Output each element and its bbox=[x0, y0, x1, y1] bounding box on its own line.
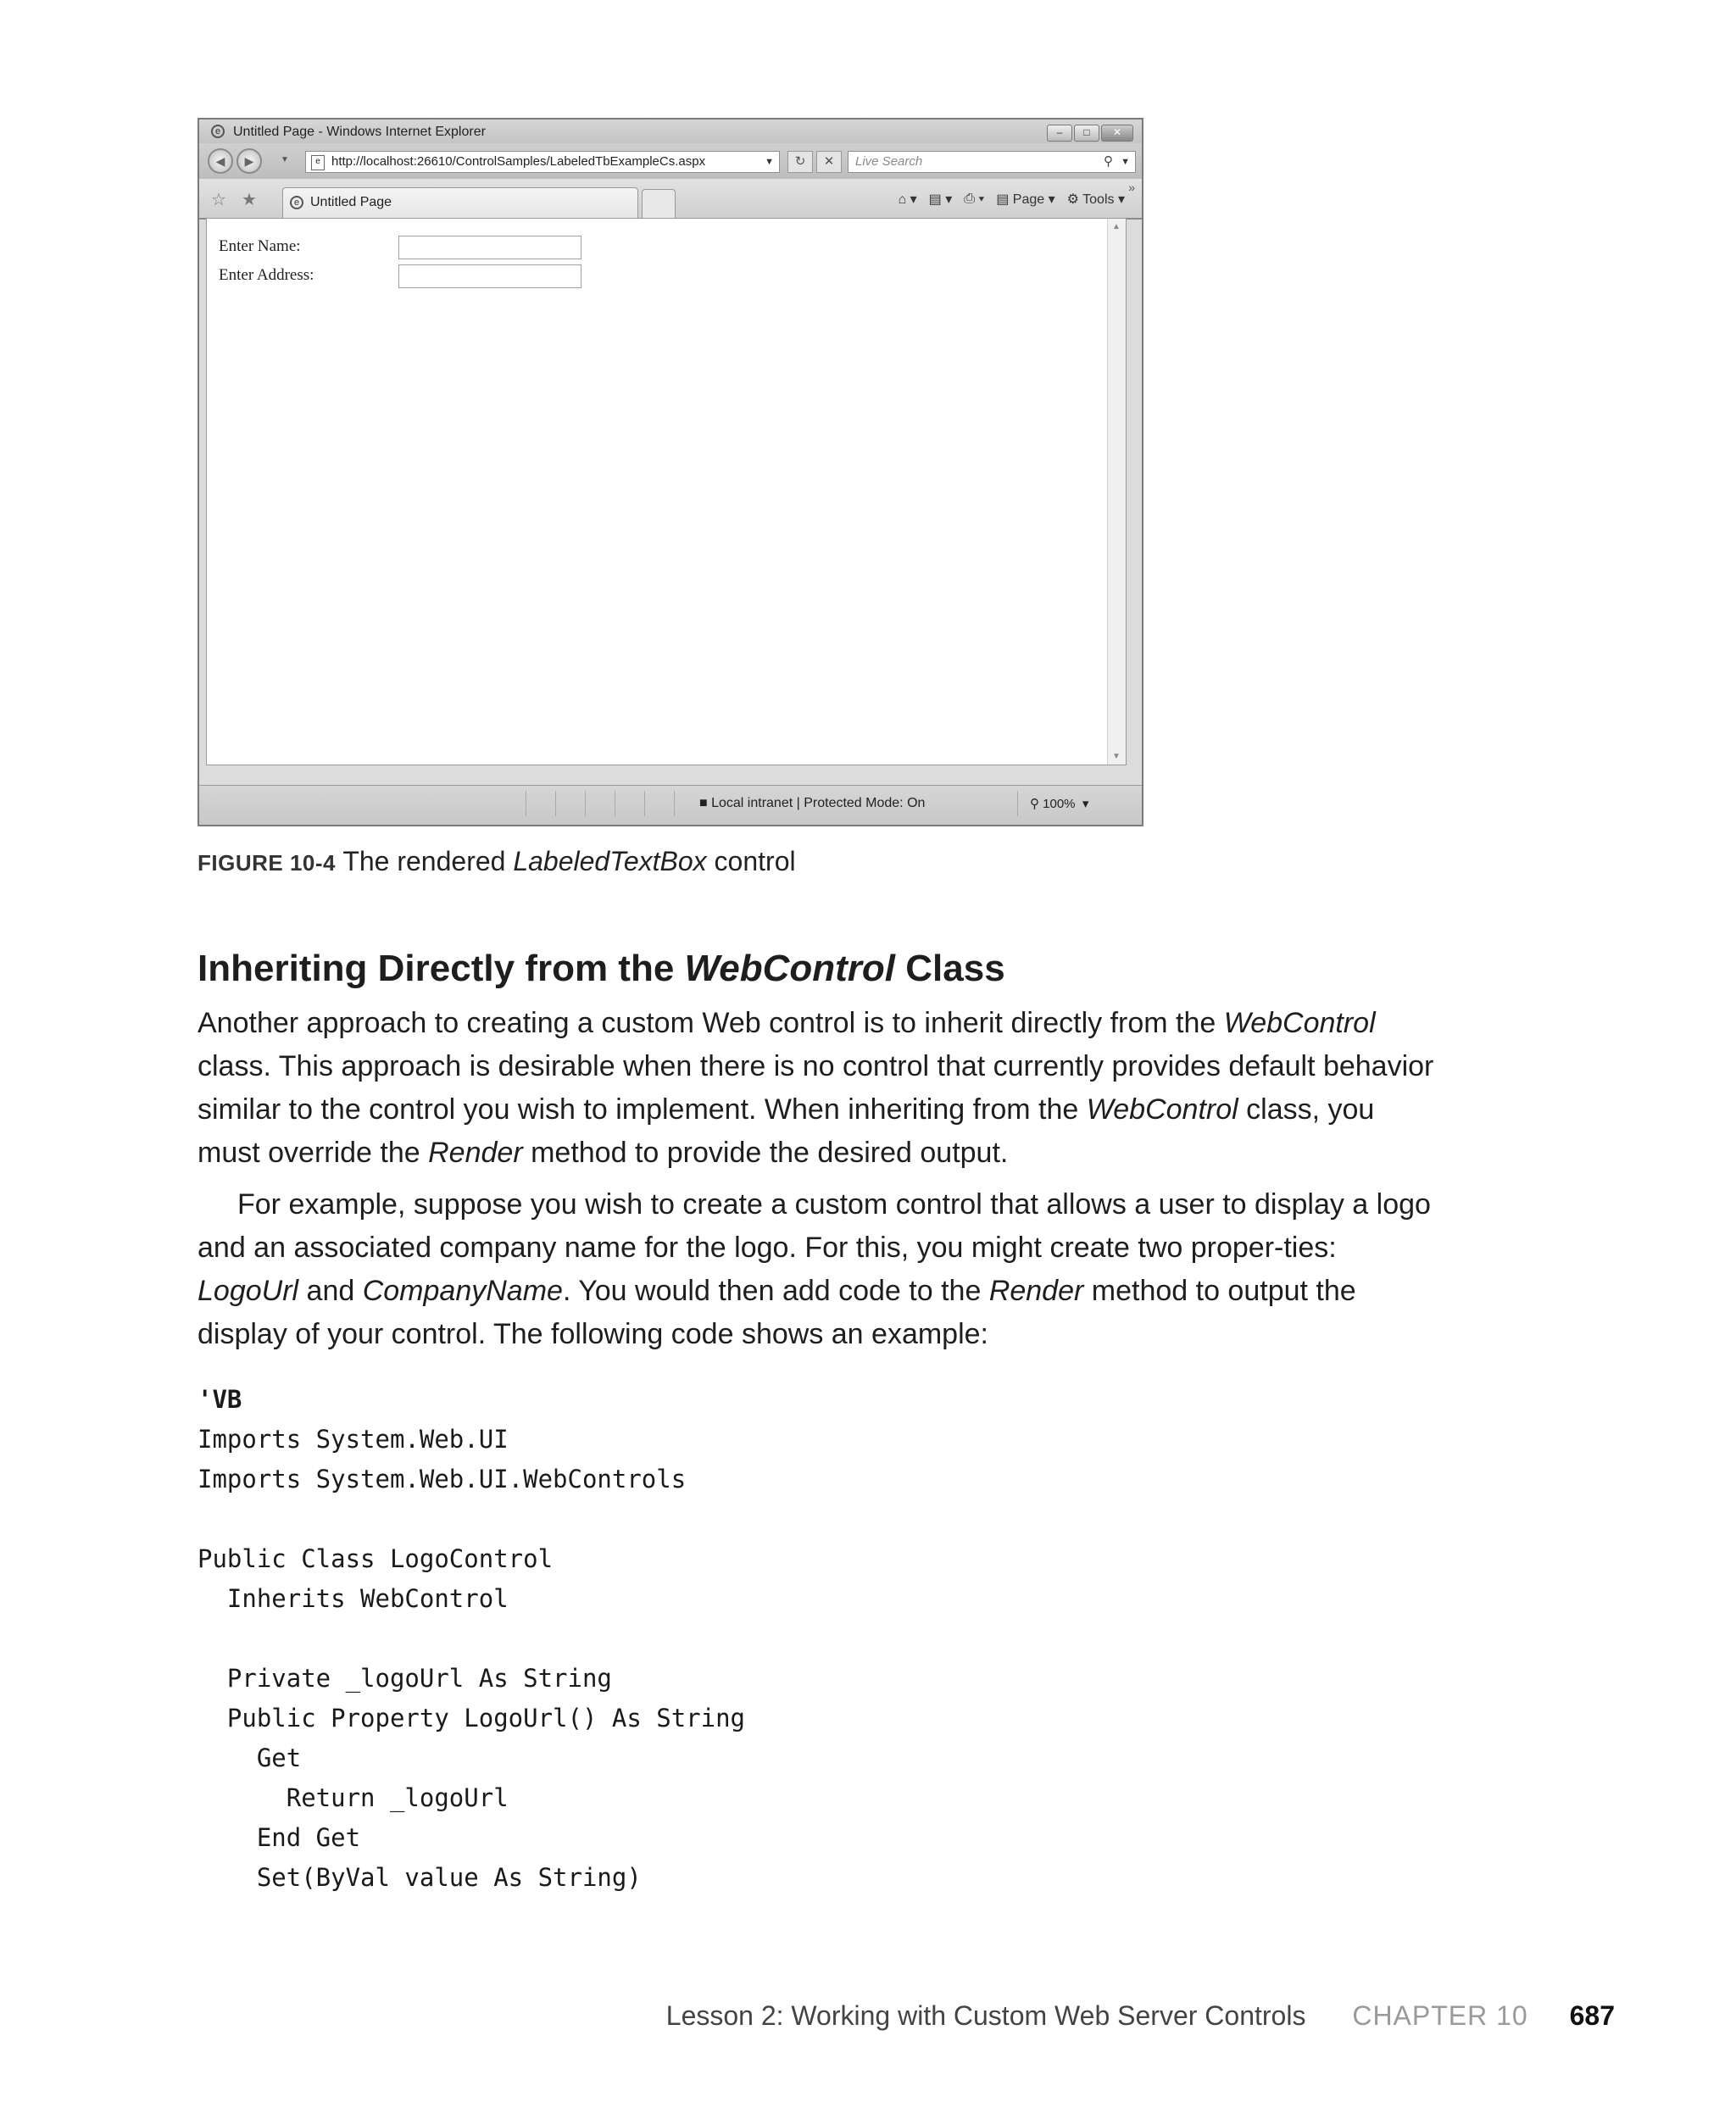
ie-logo-icon: e bbox=[211, 125, 225, 138]
favorites-star-icon[interactable]: ☆ bbox=[211, 191, 226, 209]
code-line: Public Property LogoUrl() As String bbox=[198, 1704, 746, 1732]
paragraph-text: method to provide the desired output. bbox=[531, 1137, 1009, 1169]
heading-emphasis: WebControl bbox=[684, 948, 896, 989]
security-zone-text: Local intranet | Protected Mode: On bbox=[711, 796, 926, 810]
address-url: http://localhost:26610/ControlSamples/LabeledTbExampleCs.aspx bbox=[331, 154, 706, 169]
zoom-control[interactable]: ⚲ 100% ▾ bbox=[1030, 797, 1089, 811]
code-line: Get bbox=[198, 1744, 302, 1772]
tab-untitled-page[interactable] bbox=[282, 187, 638, 218]
paragraph-text: class. This approach is desirable when there is no control that currently provides default behavior similar to the control you wish to implement. When inheriting from the bbox=[198, 1050, 1434, 1126]
code-line: Inherits WebControl bbox=[198, 1584, 509, 1613]
new-tab-button[interactable] bbox=[642, 189, 676, 218]
title-bar bbox=[199, 120, 1142, 143]
paragraph-text: class, you must override the bbox=[198, 1093, 1375, 1169]
home-icon[interactable]: ⌂ ▾ bbox=[898, 192, 917, 207]
paragraph-emphasis: CompanyName bbox=[362, 1275, 563, 1307]
zoom-level: 100% bbox=[1043, 797, 1076, 811]
paragraph-text: method to output the display of your control. The following code shows an example: bbox=[198, 1275, 1356, 1350]
search-input[interactable] bbox=[848, 151, 1136, 173]
code-listing bbox=[198, 1380, 745, 1898]
forward-button[interactable]: ▶ bbox=[236, 148, 262, 174]
code-line: Imports System.Web.UI.WebControls bbox=[198, 1465, 687, 1493]
status-divider bbox=[674, 791, 675, 816]
code-language-marker: 'VB bbox=[198, 1385, 242, 1414]
footer-chapter: CHAPTER 10 bbox=[1352, 2000, 1528, 2031]
address-textbox[interactable] bbox=[398, 264, 581, 288]
close-icon[interactable]: ✕ bbox=[1101, 125, 1133, 142]
caption-text: The rendered bbox=[342, 846, 506, 876]
status-divider bbox=[644, 791, 645, 816]
figure-label: FIGURE 10-4 bbox=[198, 850, 336, 876]
paragraph-emphasis: WebControl bbox=[1086, 1093, 1238, 1126]
scroll-up-icon[interactable]: ▲ bbox=[1112, 222, 1121, 231]
paragraph-1 bbox=[198, 1002, 1435, 1175]
back-button[interactable]: ◀ bbox=[208, 148, 233, 174]
caption-emphasis: LabeledTextBox bbox=[513, 846, 707, 876]
code-line: End Get bbox=[198, 1823, 361, 1852]
caption-text-end: control bbox=[714, 846, 796, 876]
feeds-icon[interactable]: ▤ ▾ bbox=[928, 192, 953, 207]
paragraph-text: . You would then add code to the bbox=[562, 1275, 982, 1307]
page-menu[interactable]: ▤ Page ▾ bbox=[996, 192, 1055, 207]
paragraph-emphasis: Render bbox=[988, 1275, 1084, 1307]
code-line: Public Class LogoControl bbox=[198, 1544, 554, 1573]
address-dropdown-icon[interactable]: ▼ bbox=[765, 157, 774, 167]
browser-window-screenshot bbox=[198, 118, 1143, 826]
address-label: Enter Address: bbox=[219, 266, 314, 284]
recent-pages-dropdown-icon[interactable]: ▼ bbox=[281, 155, 289, 164]
tab-ie-icon: e bbox=[290, 196, 303, 209]
command-bar bbox=[899, 191, 1125, 208]
print-icon[interactable]: ⎙ ▾ bbox=[964, 192, 985, 206]
name-textbox[interactable] bbox=[398, 236, 581, 259]
paragraph-emphasis: Render bbox=[428, 1137, 523, 1169]
paragraph-text: and bbox=[306, 1275, 355, 1307]
code-line: Imports System.Web.UI bbox=[198, 1425, 509, 1454]
name-label: Enter Name: bbox=[219, 237, 301, 255]
status-divider bbox=[555, 791, 556, 816]
heading-text: Inheriting Directly from the bbox=[198, 948, 675, 989]
add-favorites-icon[interactable]: ★ bbox=[242, 191, 257, 209]
vertical-scrollbar[interactable] bbox=[1107, 219, 1126, 765]
page-menu-label: Page bbox=[1012, 192, 1045, 207]
search-dropdown-icon[interactable]: ▼ bbox=[1121, 157, 1130, 167]
figure-caption bbox=[198, 846, 796, 877]
paragraph-2 bbox=[198, 1183, 1435, 1356]
search-icon[interactable]: ⚲ bbox=[1104, 154, 1113, 169]
paragraph-text: Another approach to creating a custom Web control is to inherit directly from the bbox=[198, 1007, 1216, 1039]
tools-menu-label: Tools bbox=[1082, 192, 1115, 207]
code-line: Set(ByVal value As String) bbox=[198, 1863, 642, 1892]
tools-menu[interactable]: ⚙ Tools ▾ bbox=[1066, 192, 1125, 207]
tab-title: Untitled Page bbox=[310, 195, 392, 209]
stop-icon[interactable]: ✕ bbox=[816, 151, 842, 173]
heading-text-end: Class bbox=[905, 948, 1005, 989]
address-bar[interactable] bbox=[305, 151, 780, 173]
paragraph-emphasis: LogoUrl bbox=[198, 1275, 299, 1307]
refresh-icon[interactable]: ↻ bbox=[787, 151, 813, 173]
scroll-down-icon[interactable]: ▼ bbox=[1112, 752, 1121, 761]
security-zone[interactable]: ■ Local intranet | Protected Mode: On bbox=[699, 796, 926, 810]
page-icon: e bbox=[311, 155, 325, 170]
more-chevron-icon[interactable]: » bbox=[1128, 181, 1135, 194]
page-footer bbox=[666, 2000, 1615, 2032]
minimize-icon[interactable]: – bbox=[1047, 125, 1072, 142]
page-content bbox=[206, 218, 1127, 765]
window-controls bbox=[1047, 125, 1133, 142]
section-heading bbox=[198, 948, 1005, 990]
maximize-icon[interactable]: □ bbox=[1074, 125, 1099, 142]
window-title: Untitled Page - Windows Internet Explorer bbox=[233, 125, 486, 139]
code-line: Return _logoUrl bbox=[198, 1783, 509, 1812]
code-line: Private _logoUrl As String bbox=[198, 1664, 612, 1693]
page-number: 687 bbox=[1569, 2000, 1615, 2031]
status-divider bbox=[1017, 791, 1018, 816]
paragraph-text: For example, suppose you wish to create a custom control that allows a user to display a logo and an associated company name for the logo. For this, you might create two proper-ties: bbox=[198, 1188, 1431, 1264]
footer-lesson: Lesson 2: Working with Custom Web Server Controls bbox=[665, 2000, 1306, 2031]
search-placeholder: Live Search bbox=[855, 154, 923, 169]
address-row bbox=[199, 143, 1142, 179]
paragraph-emphasis: WebControl bbox=[1223, 1007, 1376, 1039]
tab-row bbox=[199, 179, 1142, 220]
status-divider bbox=[585, 791, 586, 816]
status-bar bbox=[199, 785, 1142, 825]
